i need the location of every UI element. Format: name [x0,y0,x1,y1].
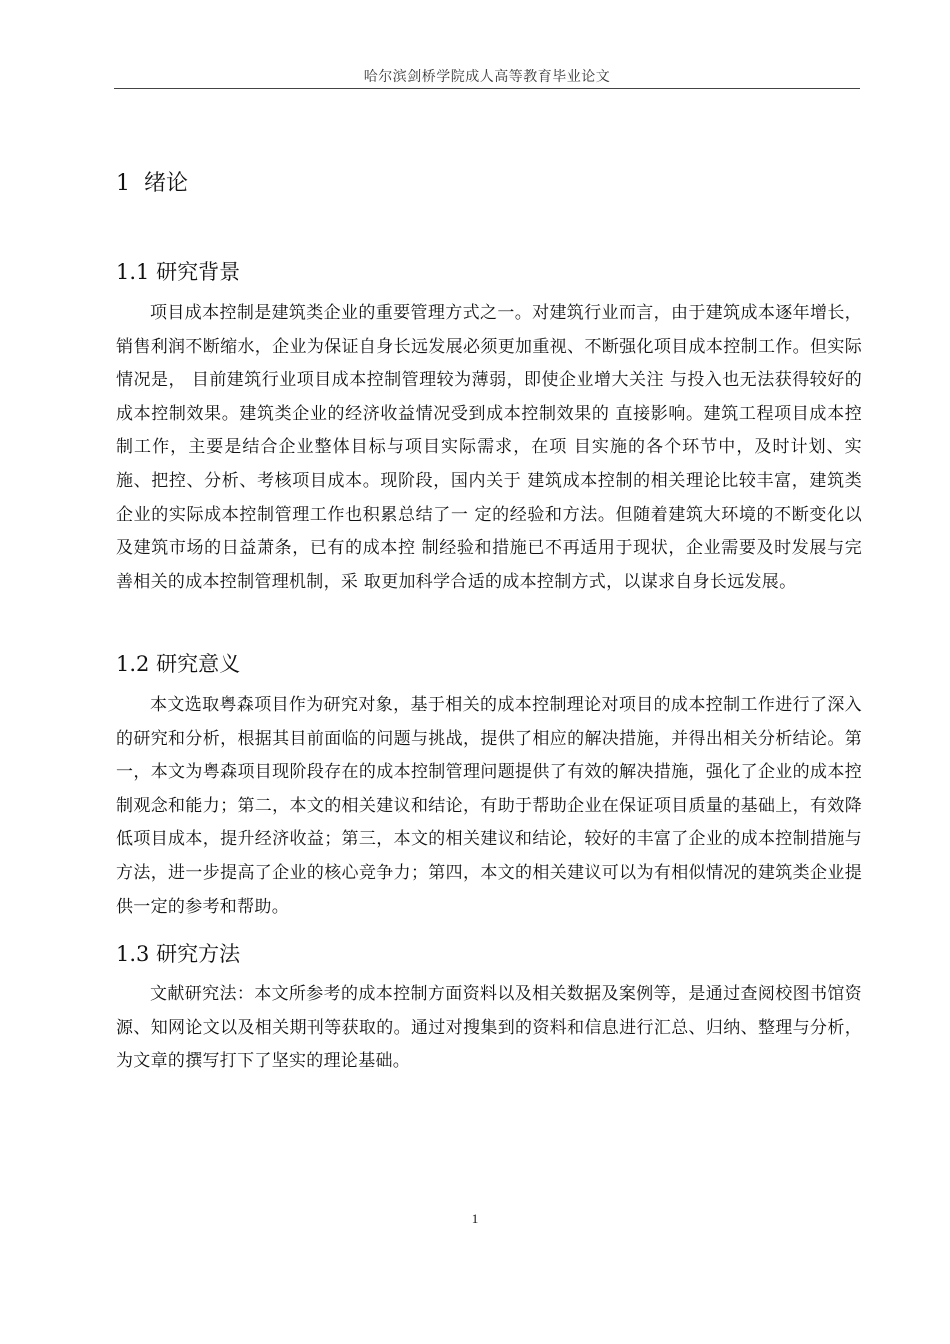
paragraph-methods: 文献研究法：本文所参考的成本控制方面资料以及相关数据及案例等，是通过查阅校图书馆资源、知网论文以及相关期刊等获取的。通过对搜集到的资料和信息进行汇总、归纳、整理与分析，为文章的撰写打下了坚实的理论基础。 [116,984,862,1072]
paragraph-background: 项目成本控制是建筑类企业的重要管理方式之一。对建筑行业而言，由于建筑成本逐年增长，销售利润不断缩水，企业为保证自身长远发展必须更加重视、不断强化项目成本控制工作。但实际情况是， 目前建筑行业项目成本控制管理较为薄弱，即使企业增大关注 与投入也无法获得较好的成本控制效果。建筑类企业的经济收益情况受到成本控制效果的 直接影响。建筑工程项目成本控制工作，主要是结合企业整体目标与项目实际需求，在项 目实施的各个环节中，及时计划、实施、把控、分析、考核项目成本。现阶段，国内关于 建筑成本控制的相关理论比较丰富，建筑类企业的实际成本控制管理工作也积累总结了一 定的经验和方法。但随着建筑大环境的不断变化以及建筑市场的日益萧条，已有的成本控 制经验和措施已不再适用于现状，企业需要及时发展与完善相关的成本控制管理机制，采 取更加科学合适的成本控制方式，以谋求自身长远发展。 [116,303,862,592]
section-title-background: 1.1 研究背景 [116,260,241,284]
page-number: 1 [471,1211,479,1226]
section-title-methods: 1.3 研究方法 [116,942,241,966]
chapter-title-text: 绪论 [144,171,189,196]
chapter-title [116,166,188,197]
section-title-significance: 1.2 研究意义 [116,652,241,676]
paragraph-significance: 本文选取粤森项目作为研究对象，基于相关的成本控制理论对项目的成本控制工作进行了深入的研究和分析，根据其目前面临的问题与挑战，提供了相应的解决措施，并得出相关分析结论。第一，本文为粤森项目现阶段存在的成本控制管理问题提供了有效的解决措施，强化了企业的成本控制观念和能力；第二，本文的相关建议和结论，有助于帮助企业在保证项目质量的基础上，有效降低项目成本，提升经济收益；第三，本文的相关建议和结论，较好的丰富了企业的成本控制措施与方法，进一步提高了企业的核心竞争力；第四，本文的相关建议可以为有相似情况的建筑类企业提供一定的参考和帮助。 [116,695,862,917]
page-header: 哈尔滨剑桥学院成人高等教育毕业论文 [363,69,611,85]
chapter-number: 1 [116,171,130,196]
header-divider [114,88,860,89]
